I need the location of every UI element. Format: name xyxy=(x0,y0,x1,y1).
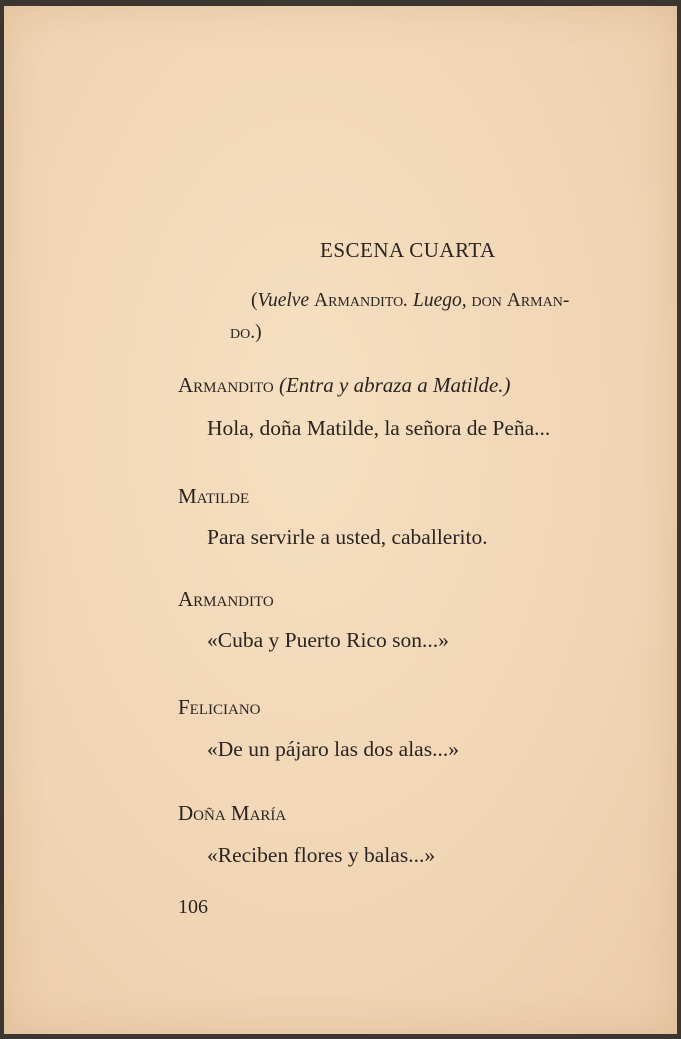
dialogue-line: Hola, doña Matilde, la señora de Peña... xyxy=(207,416,551,440)
stage-direction-close: .) xyxy=(250,322,262,343)
speaker-dona-maria: Doña María xyxy=(178,801,287,825)
speaker-feliciano: Feliciano xyxy=(178,695,261,719)
speaker-name: Armandito xyxy=(178,373,274,397)
dialogue-line: «Reciben flores y balas...» xyxy=(207,843,436,867)
stage-direction-do: do xyxy=(230,322,251,343)
stage-direction-arman: Arman- xyxy=(506,290,570,311)
stage-direction-line-2 xyxy=(230,322,262,344)
page-number: 106 xyxy=(178,896,208,918)
dialogue-line: «Cuba y Puerto Rico son...» xyxy=(207,628,449,652)
dialogue-line: «De un pájaro las dos alas...» xyxy=(207,737,459,761)
speaker-matilde: Matilde xyxy=(178,484,250,508)
stage-direction-open: ( xyxy=(251,290,258,311)
book-page xyxy=(4,6,677,1034)
scene-title: ESCENA CUARTA xyxy=(320,238,496,262)
speaker-armandito xyxy=(178,373,511,398)
stage-direction-armandito: Armandito xyxy=(313,290,404,311)
stage-direction-luego: . Luego, xyxy=(403,290,467,311)
dialogue-line: Para servirle a usted, caballerito. xyxy=(207,525,488,549)
speaker-armandito: Armandito xyxy=(178,587,274,611)
stage-direction-don: don xyxy=(471,290,502,311)
stage-direction-vuelve: Vuelve xyxy=(257,290,310,311)
stage-direction-line-1 xyxy=(251,290,569,312)
speaker-direction: (Entra y abraza a Matilde.) xyxy=(278,373,511,397)
